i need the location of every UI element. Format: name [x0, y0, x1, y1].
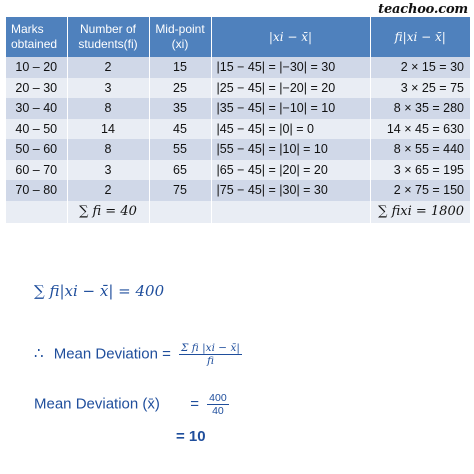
table-row	[6, 78, 470, 99]
cell-marks-range: 10 – 20	[6, 57, 67, 78]
cell-marks-range: 30 – 40	[6, 98, 67, 119]
cell-frequency: 8	[67, 139, 149, 160]
table-row	[6, 119, 470, 140]
total-product: ∑ fixi = 1800	[378, 204, 464, 219]
cell-mid-point: 35	[149, 98, 211, 119]
cell-mid-point: 75	[149, 180, 211, 201]
equals-sign: =	[190, 395, 199, 413]
cell-marks-range: 40 – 50	[6, 119, 67, 140]
cell-marks-range: 50 – 60	[6, 139, 67, 160]
cell-abs-deviation: |75 − 45| = |30| = 30	[211, 180, 370, 201]
header-freq-times-deviation: fi|xi − x̄|	[370, 17, 470, 57]
mean-deviation-label: Mean Deviation =	[53, 345, 171, 363]
table-row	[6, 160, 470, 181]
formula-fraction	[179, 342, 242, 367]
cell-frequency: 2	[67, 180, 149, 201]
table-row	[6, 180, 470, 201]
value-numerator: 400	[209, 392, 227, 404]
cell-product: 8 × 35 = 280	[393, 101, 464, 116]
teachoo-logo: teachoo.com	[378, 2, 468, 17]
sum-deviation-line: ∑ fi|xi − x̄| = 400	[34, 282, 165, 300]
cell-frequency: 14	[67, 119, 149, 140]
cell-abs-deviation: |35 − 45| = |−10| = 10	[211, 98, 370, 119]
cell-marks-range: 70 – 80	[6, 180, 67, 201]
cell-empty	[211, 201, 370, 223]
table-row	[6, 98, 470, 119]
cell-abs-deviation: |15 − 45| = |−30| = 30	[211, 57, 370, 78]
cell-empty	[6, 201, 67, 223]
mean-deviation-xbar-label: Mean Deviation (x̄)	[34, 395, 160, 413]
cell-product: 14 × 45 = 630	[386, 121, 464, 136]
cell-mid-point: 45	[149, 119, 211, 140]
cell-frequency: 3	[67, 78, 149, 99]
cell-marks-range: 60 – 70	[6, 160, 67, 181]
cell-mid-point: 55	[149, 139, 211, 160]
cell-mid-point: 25	[149, 78, 211, 99]
table-total-row	[6, 201, 470, 223]
cell-product: 3 × 25 = 75	[400, 80, 464, 95]
formula-denominator: fi	[206, 355, 214, 367]
cell-frequency: 3	[67, 160, 149, 181]
table-row	[6, 139, 470, 160]
cell-product: 2 × 75 = 150	[393, 183, 464, 198]
cell-empty	[149, 201, 211, 223]
cell-product: 8 × 55 = 440	[393, 142, 464, 157]
cell-frequency: 8	[67, 98, 149, 119]
total-frequency: ∑ fi = 40	[67, 201, 149, 223]
mean-deviation-value-line	[34, 392, 229, 417]
cell-mid-point: 65	[149, 160, 211, 181]
mean-deviation-formula	[34, 342, 242, 367]
table-row	[6, 57, 470, 78]
final-result: = 10	[176, 428, 206, 445]
cell-frequency: 2	[67, 57, 149, 78]
cell-abs-deviation: |25 − 45| = |−20| = 20	[211, 78, 370, 99]
table-header-row	[6, 17, 470, 57]
header-mid-point: Mid-point (xi)	[149, 17, 211, 57]
cell-abs-deviation: |65 − 45| = |20| = 20	[211, 160, 370, 181]
cell-abs-deviation: |55 − 45| = |10| = 10	[211, 139, 370, 160]
cell-product: 2 × 15 = 30	[400, 60, 464, 75]
cell-marks-range: 20 – 30	[6, 78, 67, 99]
header-marks-obtained: Marks obtained	[6, 17, 67, 57]
cell-abs-deviation: |45 − 45| = |0| = 0	[211, 119, 370, 140]
value-fraction	[207, 392, 229, 417]
header-abs-deviation: |xi − x̄|	[211, 17, 370, 57]
header-number-of-students: Number of students(fi)	[67, 17, 149, 57]
formula-numerator: Σ fi |xi − x̄|	[181, 342, 240, 354]
therefore-symbol: ∴	[34, 345, 44, 363]
cell-mid-point: 15	[149, 57, 211, 78]
value-denominator: 40	[212, 405, 224, 417]
mean-deviation-table	[6, 17, 470, 223]
cell-product: 3 × 65 = 195	[393, 162, 464, 177]
